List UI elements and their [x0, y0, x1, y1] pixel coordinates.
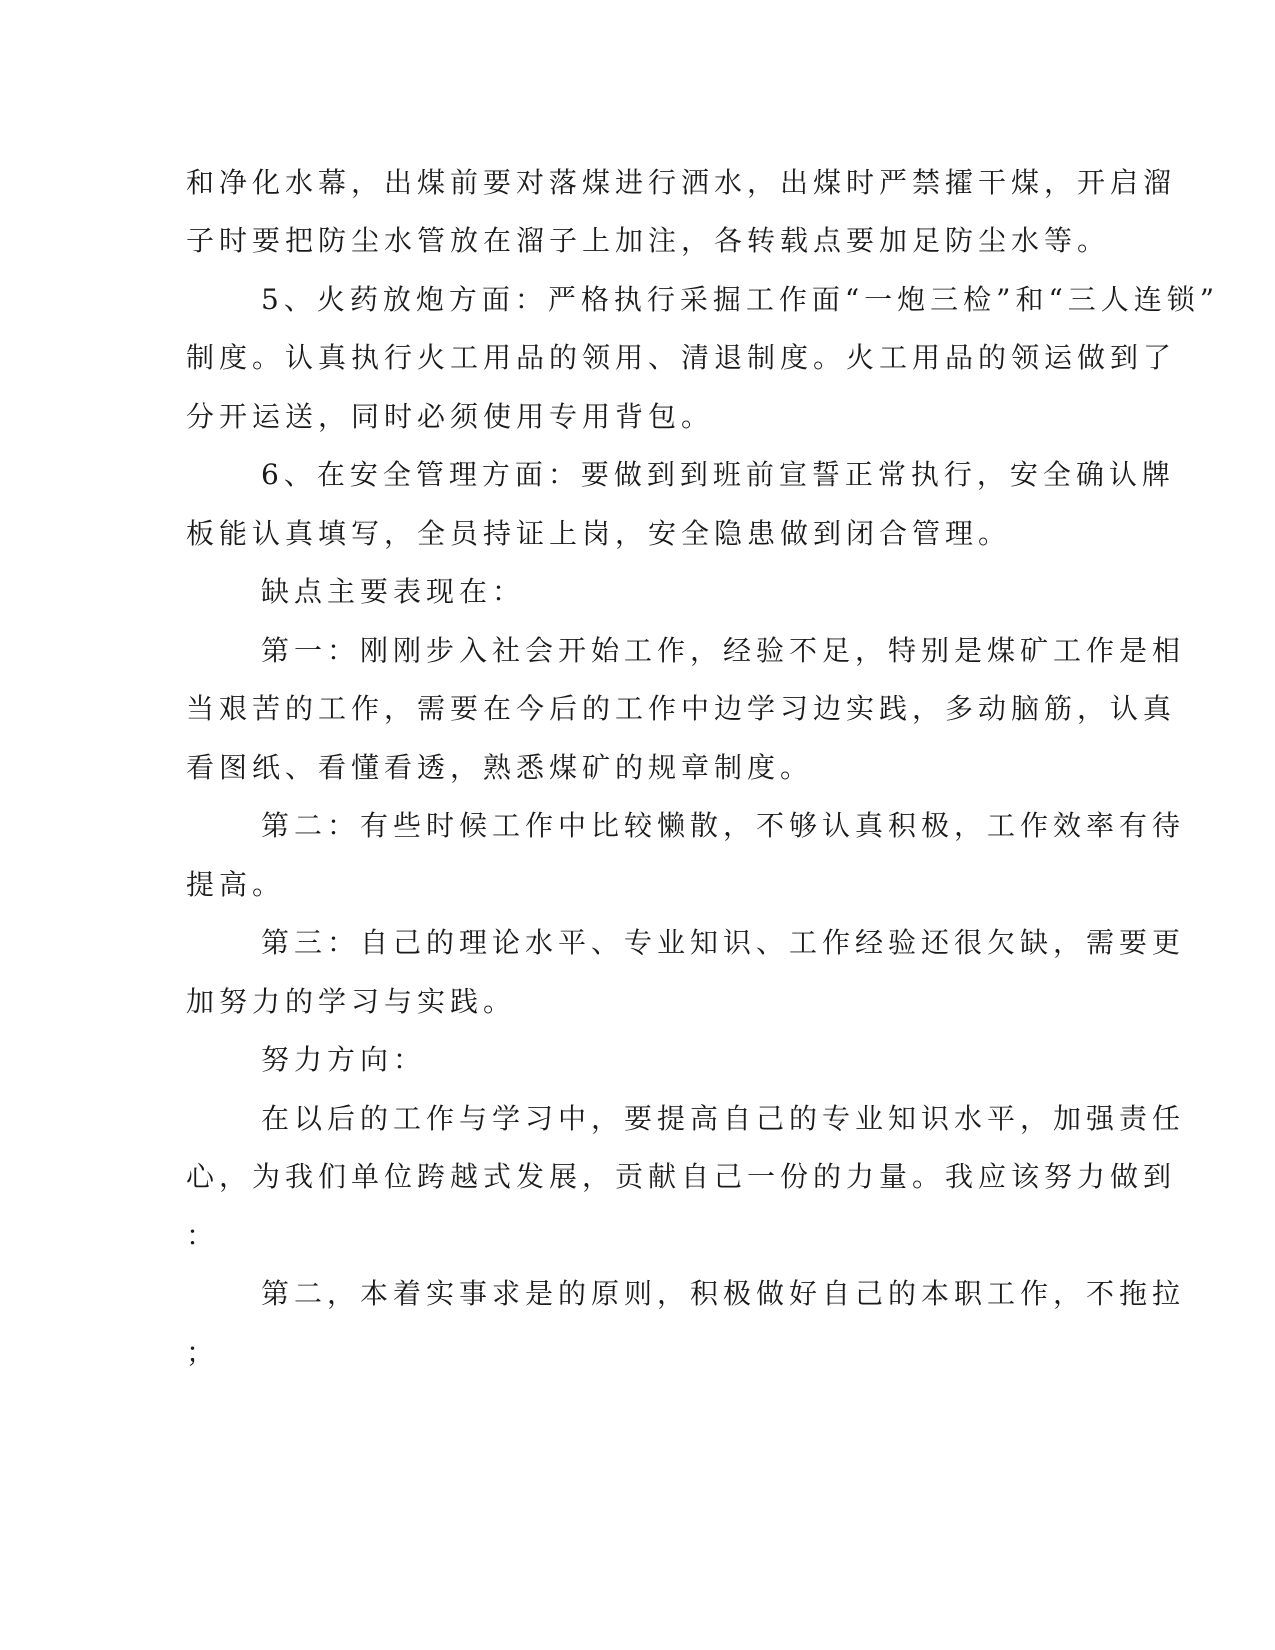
- text-line: 提高。: [186, 868, 286, 901]
- text-line: 板能认真填写，全员持证上岗，安全隐患做到闭合管理。: [186, 517, 1012, 550]
- text-line: 努力方向：: [261, 1043, 427, 1076]
- text-line: 加努力的学习与实践。: [186, 985, 517, 1018]
- text-line: 第三：自己的理论水平、专业知识、工作经验还很欠缺，需要更: [261, 926, 1186, 959]
- text-line: 心，为我们单位跨越式发展，贡献自己一份的力量。我应该努力做到: [186, 1160, 1177, 1193]
- text-line: 6、在安全管理方面：要做到到班前宣誓正常执行，安全确认牌: [261, 458, 1175, 491]
- text-line: 和净化水幕，出煤前要对落煤进行洒水，出煤时严禁攉干煤，开启溜: [186, 166, 1177, 199]
- text-line: 子时要把防尘水管放在溜子上加注，各转载点要加足防尘水等。: [186, 224, 1111, 257]
- text-line: 第二，本着实事求是的原则，积极做好自己的本职工作，不拖拉: [261, 1277, 1186, 1310]
- text-line: 第一：刚刚步入社会开始工作，经验不足，特别是煤矿工作是相: [261, 634, 1186, 667]
- text-line: ：: [186, 1219, 220, 1252]
- text-line: 缺点主要表现在：: [261, 575, 526, 608]
- text-line: 分开运送，同时必须使用专用背包。: [186, 400, 715, 433]
- text-line: 制度。认真执行火工用品的领用、清退制度。火工用品的领运做到了: [186, 341, 1177, 374]
- text-line: 当艰苦的工作，需要在今后的工作中边学习边实践，多动脑筋，认真: [186, 692, 1177, 725]
- text-line: 看图纸、看懂看透，熟悉煤矿的规章制度。: [186, 751, 814, 784]
- text-line: 在以后的工作与学习中，要提高自己的专业知识水平，加强责任: [261, 1102, 1186, 1135]
- text-line: ；: [186, 1336, 220, 1369]
- text-line: 5、火药放炮方面：严格执行采掘工作面“一炮三检”和“三人连锁”: [261, 283, 1220, 316]
- text-line: 第二：有些时候工作中比较懒散，不够认真积极，工作效率有待: [261, 809, 1186, 842]
